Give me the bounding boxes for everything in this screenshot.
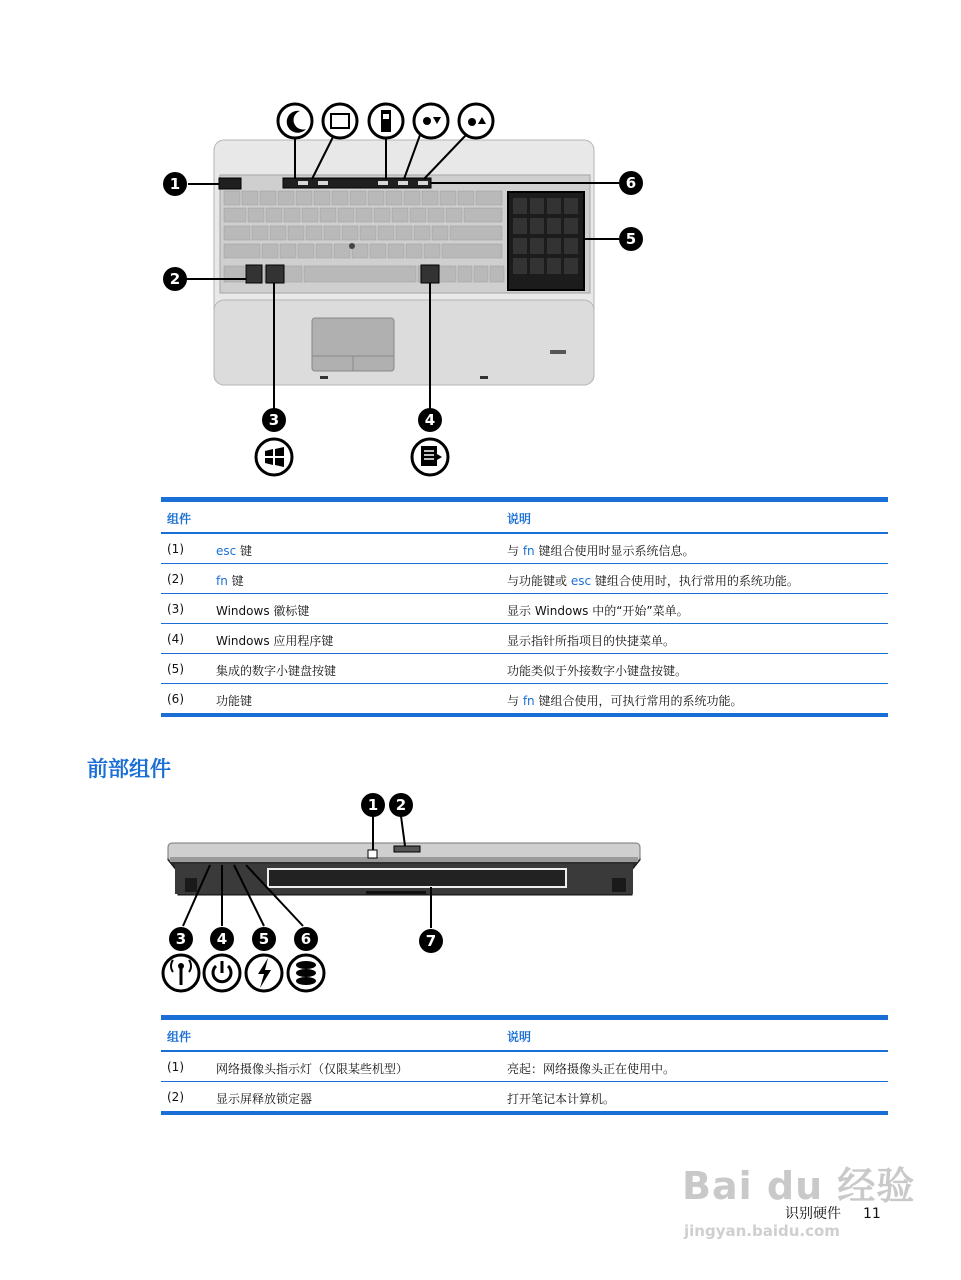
table-header	[161, 1020, 888, 1050]
pointing-stick	[349, 243, 355, 249]
table-header	[161, 502, 888, 532]
baidu-watermark-url: jingyan.baidu.com	[684, 1222, 840, 1240]
table-row: (1) 网络摄像头指示灯（仅限某些机型） 亮起：网络摄像头正在使用中。	[161, 1052, 888, 1082]
windows-key-box	[266, 265, 284, 283]
lightning-bolt-icon	[246, 955, 282, 991]
callout-5-label: 5	[258, 930, 270, 948]
keyboard-figure	[150, 95, 660, 485]
callout-1-label: 1	[367, 796, 379, 814]
front-view-figure	[155, 785, 655, 995]
page-number: 11	[863, 1206, 881, 1222]
components-table-1	[161, 497, 888, 717]
section-title: 前部组件	[87, 757, 171, 781]
footer-label: 识别硬件	[785, 1206, 841, 1222]
callout-2-label: 2	[169, 270, 181, 288]
callout-6-label: 6	[300, 930, 312, 948]
header-description: 说明	[507, 512, 532, 526]
header-component: 组件	[167, 512, 192, 526]
callout-3-label: 3	[175, 930, 187, 948]
table-row: (1) esc 键 与 fn 键组合使用时显示系统信息。	[161, 534, 888, 564]
callout-7-label: 7	[425, 932, 437, 950]
display-release-latch	[394, 846, 420, 852]
table-row: (3) Windows 徽标键 显示 Windows 中的“开始”菜单。	[161, 594, 888, 624]
header-description: 说明	[507, 1030, 532, 1044]
hard-drive-icon	[288, 955, 324, 991]
table-row: (6) 功能键 与 fn 键组合使用，可执行常用的系统功能。	[167, 692, 743, 708]
sleep-moon-icon	[278, 104, 312, 138]
components-table-2	[161, 1015, 888, 1115]
callout-1-label: 1	[169, 175, 181, 193]
display-switch-icon	[323, 104, 357, 138]
callout-6-label: 6	[625, 174, 637, 192]
baidu-watermark: Bai du 经验	[682, 1164, 916, 1208]
key-row-3	[224, 226, 502, 240]
table-row: (4) Windows 应用程序键 显示指针所指项目的快捷菜单。	[161, 624, 888, 654]
callout-4-label: 4	[216, 930, 228, 948]
power-icon	[204, 955, 240, 991]
page-footer	[785, 1203, 881, 1223]
fn-key-box	[246, 265, 262, 283]
callout-4-label: 4	[424, 411, 436, 429]
table-row: (5) 集成的数字小键盘按键 功能类似于外接数字小键盘按键。	[161, 654, 888, 684]
esc-key-box	[219, 178, 241, 189]
table-row: (2) 显示屏释放锁定器 打开笔记本计算机。	[167, 1090, 616, 1106]
app-key-box	[421, 265, 439, 283]
callout-3-label: 3	[268, 411, 280, 429]
key-row-4	[224, 244, 502, 258]
key-row-1	[224, 191, 502, 205]
webcam-light-box	[368, 850, 377, 858]
header-component: 组件	[167, 1030, 192, 1044]
application-menu-icon	[412, 439, 448, 475]
windows-logo-icon	[256, 439, 292, 475]
table-row: (2) fn 键 与功能键或 esc 键组合使用时，执行常用的系统功能。	[161, 564, 888, 594]
speaker-box	[268, 869, 566, 887]
brightness-up-icon	[459, 104, 493, 138]
callout-5-label: 5	[625, 230, 637, 248]
callout-2-label: 2	[395, 796, 407, 814]
wireless-icon	[163, 955, 199, 991]
